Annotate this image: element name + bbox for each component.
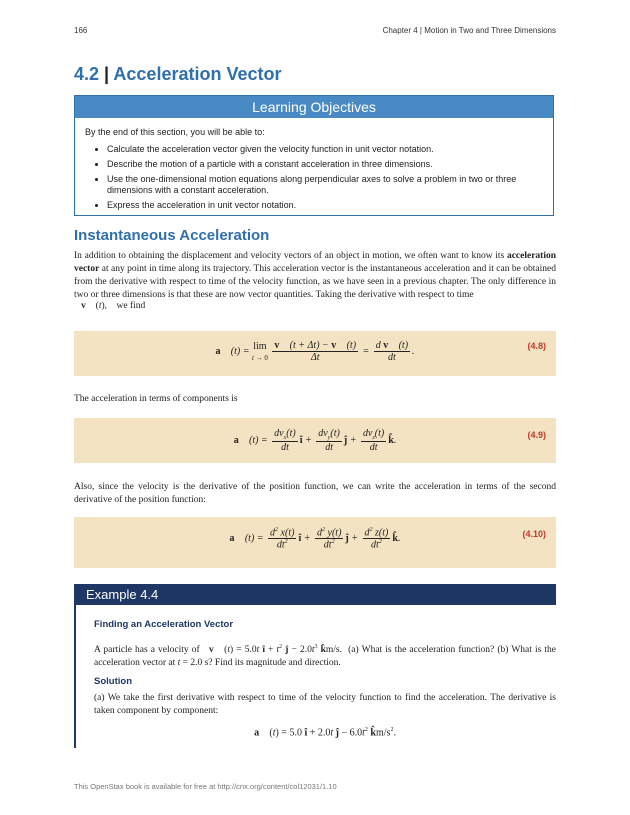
equation-box-4-10	[74, 517, 556, 568]
list-item: • Express the acceleration in unit vector notation.	[107, 200, 537, 211]
second-derivative-paragraph: Also, since the velocity is the derivative of the position function, we can write the acceleration in terms of the second derivative of the position function:	[74, 482, 556, 505]
solution-equation: a⃗ (t) = 5.0 î + 2.0t ĵ − $6.0t^2$ $k̂m/s^2$.	[254, 727, 396, 739]
chapter-header: Chapter 4 | Motion in Two and Three Dimensions	[382, 26, 556, 35]
example-heading: Example 4.4	[74, 584, 556, 605]
equation-box-4-9	[74, 418, 556, 463]
list-item: • Describe the motion of a particle with a constant acceleration in three dimensions.	[107, 159, 537, 170]
equation-number: (4.8)	[527, 341, 546, 351]
problem-text: Find its magnitude and direction.	[214, 658, 341, 669]
section-separator: |	[99, 64, 114, 84]
equation-number: (4.9)	[527, 430, 546, 440]
equation-number: (4.10)	[522, 529, 546, 539]
equation-4-8: a⃗ (t) = lim t → 0 $\frac{v⃗ (t + \Delta t) - v⃗ (t)}{\Delta t}$ = $\frac{\text{d v⃗ (t)}}{dt}$ .	[215, 340, 415, 363]
learning-objectives-intro: By the end of this section, you will be able to:	[85, 127, 265, 137]
section-title	[74, 64, 281, 85]
learning-objectives-heading: Learning Objectives	[75, 96, 553, 118]
list-item: • Use the one-dimensional motion equations along perpendicular axes to solve a problem in two or three dimensions with a constant acceleration.	[107, 174, 537, 196]
list-item: • Calculate the acceleration vector given the velocity function in unit vector notation.	[107, 144, 537, 155]
section-title-text: Acceleration Vector	[113, 64, 282, 84]
equation-4-10: a⃗ (t) = $\frac{d^2 x(t)}{dt^2}$ î + $\frac{d^2 y(t)}{dt^2}$ ĵ + $\frac{d^2 z(t)}{dt^2}$ k̂.	[229, 527, 401, 551]
equation-box-4-8	[74, 331, 556, 376]
footer-text: This OpenStax book is available for free at http://cnx.org/content/col12031/1.10	[74, 782, 337, 791]
problem-text: (a) What is the acceleration function? (b) What is the acceleration vector at	[94, 645, 557, 669]
solution-label: Solution	[94, 676, 132, 687]
example-side-rule	[74, 605, 76, 748]
we-find-text: we find	[116, 301, 146, 311]
velocity-of-t-line: v⃗ (t), we find	[81, 301, 146, 311]
equation-4-9: a⃗ (t) = $\frac{dv_x(t)}{dt}$ î + $\frac{dv_y(t)}{dt}$ ĵ + $\frac{dv_z(t)}{dt}$ k̂.	[233, 428, 397, 453]
solution-text: (a) We take the first derivative with respect to time of the velocity function to find the acceleration. The derivative is taken component by component:	[94, 693, 556, 716]
example-problem: A particle has a velocity of v⃗ (t) = 5.0t î + $t^2$ ĵ − $2.0t^3$ k̂m/s. (a) What is the acceleration function? (b) What is the acceleration vector at t = 2.0 s? Find its magnitude and direction.	[94, 644, 557, 669]
page-number: 166	[74, 26, 88, 35]
section-number: 4.2	[74, 64, 100, 84]
paragraph-text: In addition to obtaining the displacement and velocity vectors of an object in motion, we often want to know its	[74, 251, 507, 261]
problem-text: A particle has a velocity of	[94, 645, 200, 656]
subsection-heading: Instantaneous Acceleration	[74, 227, 270, 244]
learning-objectives-list	[93, 144, 537, 215]
intro-paragraph	[74, 250, 556, 302]
acceleration-vector-term: acceleration vector	[74, 251, 556, 274]
components-paragraph: The acceleration in terms of components is	[74, 394, 238, 404]
paragraph-text: at any point in time along its trajectory. This acceleration vector is the instantaneous acceleration and it can be obtained from the derivative with respect to time of the velocity function, as we have seen in a previous chapter. The only difference in two or three dimensions is that these are now vector quantities. Taking the derivative with respect to time	[74, 264, 556, 300]
example-subheading: Finding an Acceleration Vector	[94, 619, 234, 630]
learning-objectives-box	[74, 95, 554, 216]
